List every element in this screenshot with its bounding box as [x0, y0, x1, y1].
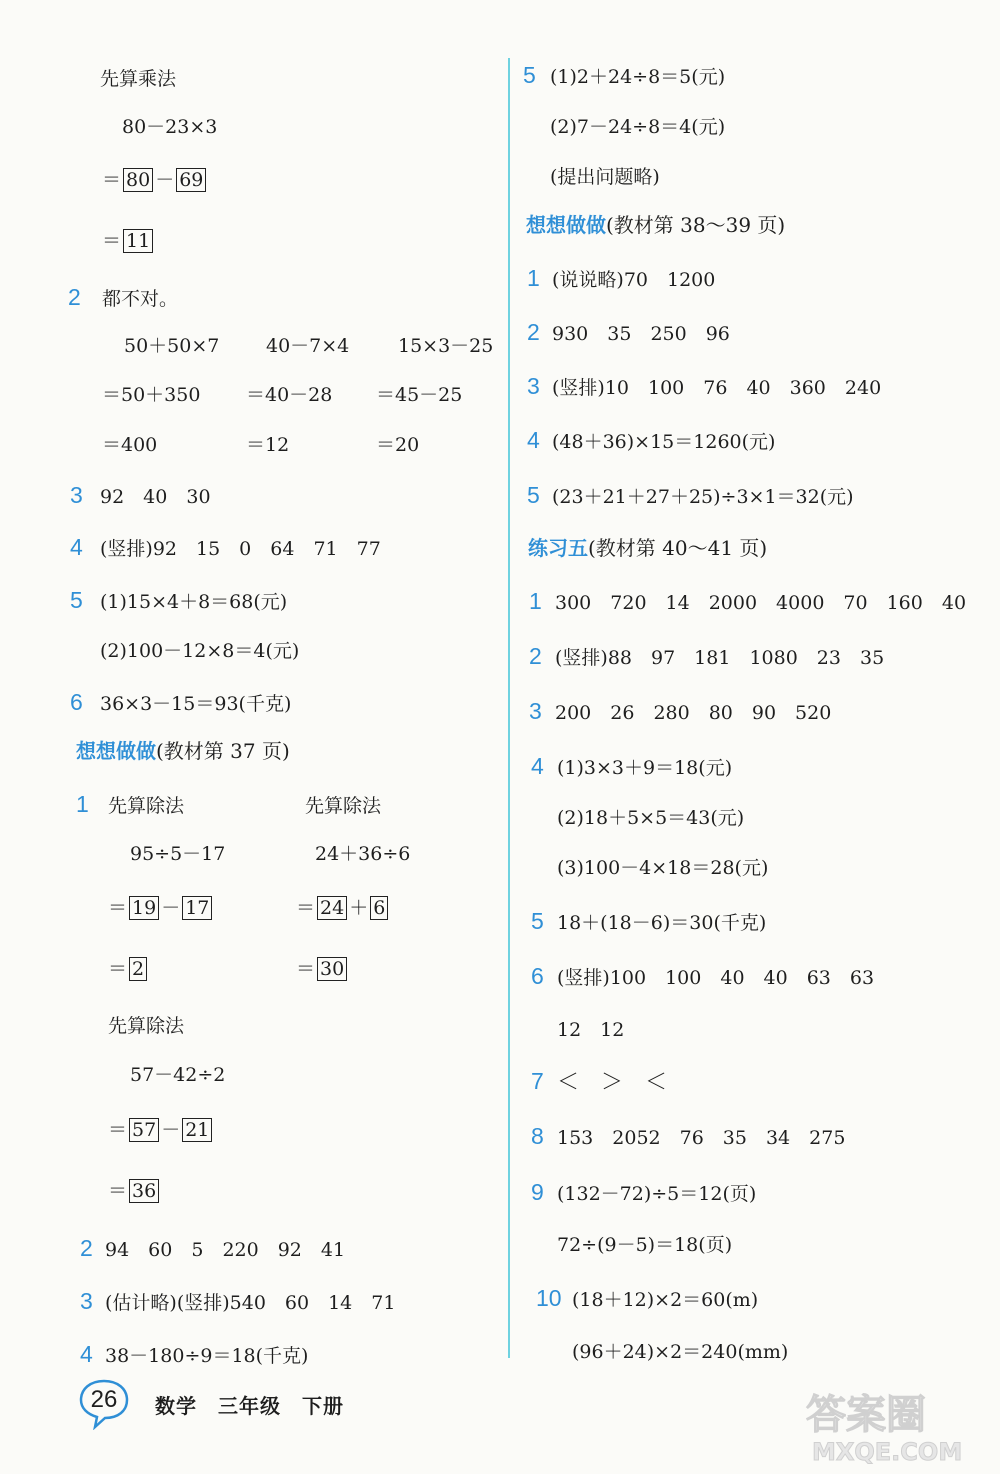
expression: ＝20: [376, 434, 420, 456]
answer-box: 17: [182, 896, 212, 920]
answer-text: 18＋(18－6)＝30(千克): [557, 912, 767, 934]
answer-text: (96＋24)×2＝240(mm): [572, 1341, 789, 1363]
answer-text: ＜ ＞ ＜: [557, 1070, 668, 1095]
item-number: 3: [529, 698, 542, 724]
answer-box: 11: [123, 229, 153, 253]
step-label: 先算除法: [108, 795, 185, 817]
expression: 50＋50×7: [124, 335, 220, 357]
answer-box: 30: [317, 957, 347, 981]
step-line: [108, 956, 149, 982]
answer-text: (2)7－24÷8＝4(元): [550, 116, 726, 138]
section-heading: [76, 738, 290, 764]
answer-box: 36: [129, 1179, 159, 1203]
expression: ＝400: [102, 434, 158, 456]
answer-text: 12 12: [557, 1019, 625, 1041]
expression: 95÷5－17: [130, 843, 226, 865]
expression: ＝45－25: [376, 384, 463, 406]
item-number: 1: [527, 265, 540, 291]
answer-text: 200 26 280 80 90 520: [555, 702, 832, 724]
item-number: 5: [527, 482, 540, 508]
answer-text: (132－72)÷5＝12(页): [557, 1183, 757, 1205]
answer-text: 38－180÷9＝18(千克): [105, 1345, 309, 1367]
item-number: 7: [531, 1068, 544, 1094]
answer-text: (18＋12)×2＝60(m): [572, 1289, 759, 1311]
answer-text: (说说略)70 1200: [552, 269, 716, 291]
item-number: 2: [68, 284, 81, 310]
book-title: 数学 三年级 下册: [155, 1394, 344, 1418]
section-ref: (教材第 40～41 页): [588, 536, 768, 560]
answer-text: (3)100－4×18＝28(元): [557, 857, 769, 879]
answer-text: 153 2052 76 35 34 275: [557, 1127, 846, 1149]
answer-text: (提出问题略): [550, 166, 660, 188]
item-number: 10: [536, 1285, 562, 1311]
step-label: 先算除法: [108, 1015, 185, 1037]
answer-text: (48＋36)×15＝1260(元): [552, 431, 776, 453]
section-title: 想想做做: [526, 213, 606, 237]
equals: ＝: [108, 1180, 128, 1202]
answer-text: 300 720 14 2000 4000 70 160 40: [555, 592, 967, 614]
section-ref: (教材第 37 页): [156, 739, 290, 763]
answer-text: (2)18＋5×5＝43(元): [557, 807, 745, 829]
step-label: 先算除法: [305, 795, 382, 817]
equals: ＝: [102, 169, 122, 191]
equals: ＝: [296, 897, 316, 919]
answer-box: 2: [129, 957, 147, 981]
item-number: 2: [80, 1235, 93, 1261]
expression: 24＋36÷6: [315, 843, 411, 865]
equals: ＝: [102, 230, 122, 252]
operator: －: [161, 1119, 181, 1141]
operator: －: [161, 897, 181, 919]
item-number: 3: [70, 482, 83, 508]
answer-text: 都不对。: [102, 288, 179, 310]
item-number: 5: [70, 587, 83, 613]
answer-text: (竖排)88 97 181 1080 23 35: [555, 647, 885, 669]
watermark-logo-icon: [798, 1382, 993, 1466]
watermark-text: 答案圈: [806, 1392, 926, 1438]
expression: ＝12: [246, 434, 290, 456]
item-number: 3: [80, 1288, 93, 1314]
item-number: 4: [80, 1341, 93, 1367]
expression: 40－7×4: [266, 335, 350, 357]
answer-text: (1)15×4＋8＝68(元): [100, 591, 288, 613]
step-line: [102, 167, 208, 193]
answer-box: 19: [129, 896, 159, 920]
step-line: [108, 895, 214, 921]
equals: ＝: [296, 958, 316, 980]
step-label: 先算乘法: [100, 68, 177, 90]
equals: ＝: [108, 897, 128, 919]
item-number: 4: [527, 427, 540, 453]
step-line: [296, 956, 349, 982]
item-number: 5: [523, 62, 536, 88]
item-number: 2: [529, 643, 542, 669]
step-line: [108, 1178, 161, 1204]
operator: ＋: [349, 897, 369, 919]
answer-text: (竖排)92 15 0 64 71 77: [100, 538, 381, 560]
item-number: 2: [527, 319, 540, 345]
operator: －: [155, 169, 175, 191]
column-divider: [508, 58, 510, 1358]
watermark-url: MXQE.COM: [812, 1438, 963, 1466]
section-ref: (教材第 38～39 页): [606, 213, 786, 237]
expression: ＝50＋350: [102, 384, 201, 406]
item-number: 1: [76, 791, 89, 817]
equals: ＝: [108, 1119, 128, 1141]
section-heading: [528, 535, 767, 561]
page-number: 26: [90, 1386, 118, 1413]
step-line: [296, 895, 390, 921]
answer-text: (1)3×3＋9＝18(元): [557, 757, 733, 779]
answer-text: 94 60 5 220 92 41: [105, 1239, 346, 1261]
item-number: 6: [70, 689, 83, 715]
expression: 15×3－25: [398, 335, 494, 357]
step-line: [102, 228, 155, 254]
item-number: 8: [531, 1123, 544, 1149]
answer-text: 36×3－15＝93(千克): [100, 693, 292, 715]
item-number: 4: [70, 534, 83, 560]
answer-box: 24: [317, 896, 347, 920]
section-title: 想想做做: [76, 739, 156, 763]
answer-text: (竖排)10 100 76 40 360 240: [552, 377, 882, 399]
equals: ＝: [108, 958, 128, 980]
answer-box: 21: [182, 1118, 212, 1142]
answer-text: 930 35 250 96: [552, 323, 730, 345]
item-number: 4: [531, 753, 544, 779]
item-number: 6: [531, 963, 544, 989]
item-number: 1: [529, 588, 542, 614]
answer-box: 57: [129, 1118, 159, 1142]
answer-box: 80: [123, 168, 153, 192]
answer-text: (竖排)100 100 40 40 63 63: [557, 967, 875, 989]
answer-text: (估计略)(竖排)540 60 14 71: [105, 1292, 396, 1314]
answer-text: 92 40 30: [100, 486, 211, 508]
answer-text: (2)100－12×8＝4(元): [100, 640, 300, 662]
answer-box: 6: [370, 896, 388, 920]
step-line: [108, 1117, 214, 1143]
item-number: 9: [531, 1179, 544, 1205]
expression: ＝40－28: [246, 384, 333, 406]
section-heading: [526, 212, 785, 238]
item-number: 3: [527, 373, 540, 399]
answer-text: (1)2＋24÷8＝5(元): [550, 66, 726, 88]
answer-text: (23＋21＋27＋25)÷3×1＝32(元): [552, 486, 854, 508]
item-number: 5: [531, 908, 544, 934]
answer-box: 69: [176, 168, 206, 192]
answer-text: 72÷(9－5)＝18(页): [557, 1234, 733, 1256]
expression: 80－23×3: [122, 116, 218, 138]
section-title: 练习五: [528, 536, 588, 560]
expression: 57－42÷2: [130, 1064, 226, 1086]
